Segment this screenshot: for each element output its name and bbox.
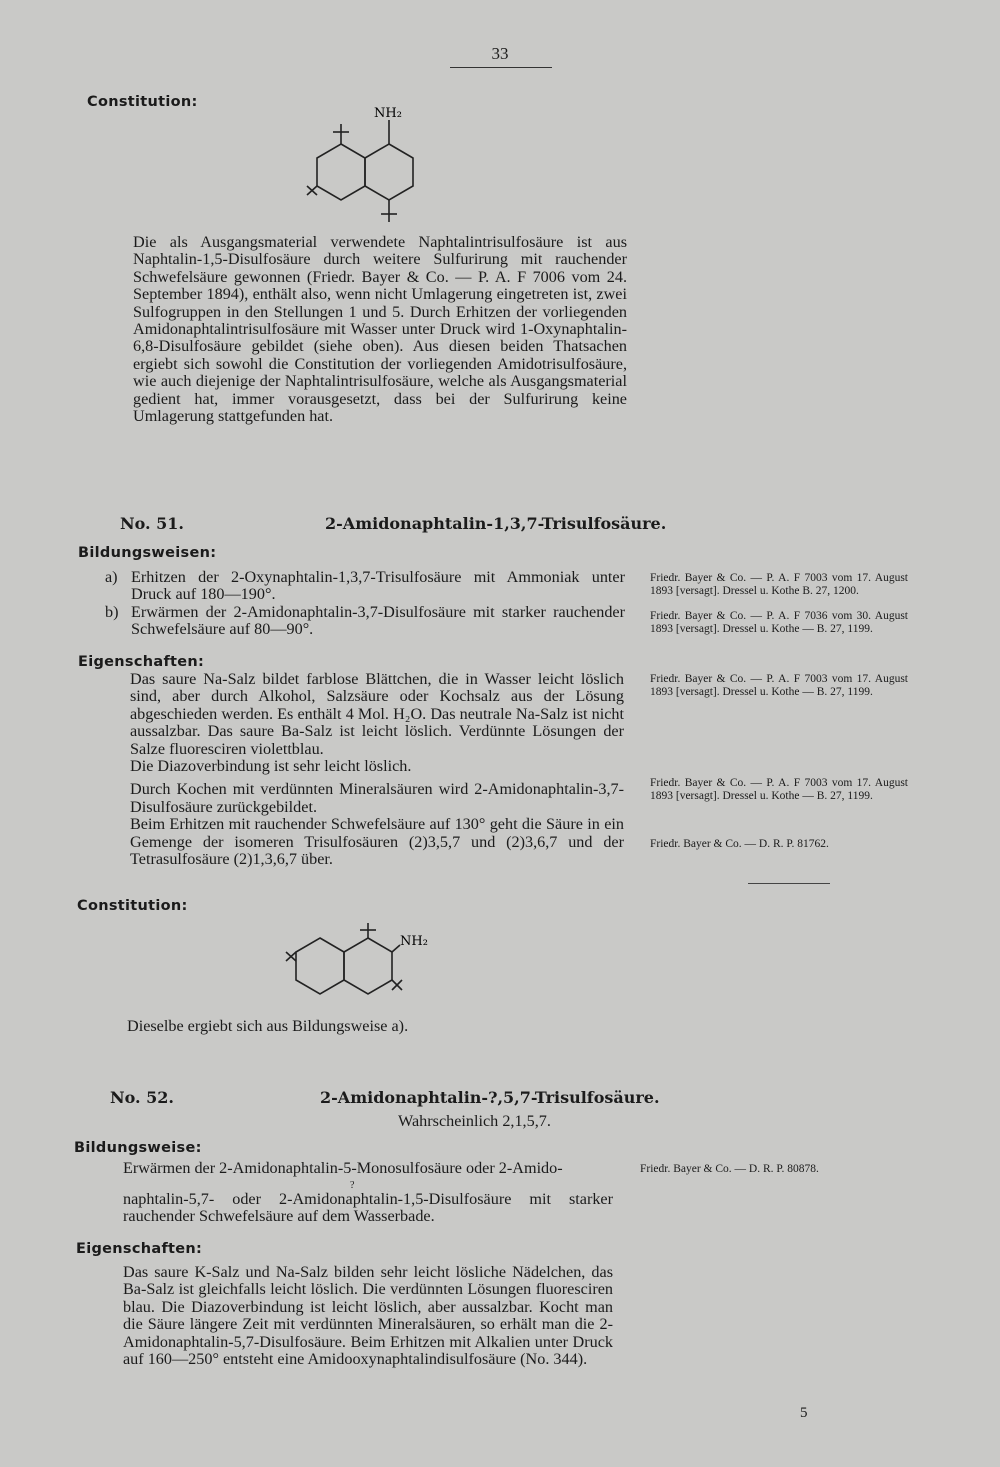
nh2-label-51: NH₂ <box>400 934 428 949</box>
structure-diagram-1 <box>290 100 440 230</box>
bildungsweisen-list <box>105 569 625 639</box>
signature-mark: 5 <box>800 1405 808 1421</box>
list-item <box>105 569 625 604</box>
structure-diagram-51 <box>280 918 440 1014</box>
nh2-label-1: NH₂ <box>374 106 402 121</box>
section-subtitle-52: Wahrscheinlich 2,1,5,7. <box>398 1112 551 1130</box>
reference-note: Friedr. Bayer & Co. — P. A. F 7003 vom 17. August 1893 [versagt]. Dressel u. Kothe B. 27, 1200. <box>650 572 908 597</box>
divider-rule <box>748 883 830 884</box>
paragraph: Beim Erhitzen mit rauchender Schwefelsäure auf 130° geht die Säure in ein Gemenge der isomeren Trisulfosäuren (2)3,5,7 und (2)3,6,7 und der Tetrasulfosäure (2)1,3,6,7 über. <box>130 815 624 869</box>
page-number: 33 <box>491 44 509 63</box>
item-text: Erwärmen der 2-Amidonaphtalin-3,7-Disulfosäure mit starker rauchender Schwefelsäure auf 80—90°. <box>131 602 625 639</box>
header-rule <box>450 67 552 68</box>
section-number-51: No. 51. <box>120 514 184 533</box>
section-number-52: No. 52. <box>110 1088 174 1107</box>
eigenschaften-label: Eigenschaften: <box>76 1241 203 1257</box>
eigenschaften-text <box>130 671 624 868</box>
reference-note: Friedr. Bayer & Co. — D. R. P. 81762. <box>650 838 829 850</box>
eigenschaften-text-52: Das saure K-Salz und Na-Salz bilden sehr leicht lösliche Nädelchen, das Ba-Salz ist gleichfalls leicht löslich. Die verdünnten Lösungen fluoresciren blau. Die Diazoverbindung ist leicht löslich, aber aussalzbar. Kocht man die Säure längere Zeit mit verdünnten Mineralsäuren, so erhält man die 2-Amidonaphtalin-5,7-Disulfosäure. Beim Erhitzen mit Alkalien unter Druck auf 160—250° entsteht eine Amidooxynaphtalindisulfosäure (No. 344). <box>123 1263 613 1369</box>
item-text: Erhitzen der 2-Oxynaphtalin-1,3,7-Trisulfosäure mit Ammoniak unter Druck auf 180—190°. <box>131 568 625 604</box>
query-mark: ? <box>350 1180 355 1191</box>
reference-note: Friedr. Bayer & Co. — P. A. F 7003 vom 17. August 1893 [versagt]. Dressel u. Kothe — B. 27, 1199. <box>650 777 908 802</box>
paragraph: Durch Kochen mit verdünnten Mineralsäuren wird 2-Amidonaphtalin-3,7-Disulfosäure zurückgebildet. <box>130 780 624 816</box>
reference-note: Friedr. Bayer & Co. — P. A. F 7003 vom 17. August 1893 [versagt]. Dressel u. Kothe — B. 27, 1199. <box>650 673 908 698</box>
bildungsweisen-label: Bildungsweisen: <box>78 545 217 561</box>
constitution-label: Constitution: <box>87 94 198 110</box>
eigenschaften-label: Eigenschaften: <box>78 654 205 670</box>
paragraph: Das saure Na-Salz bildet farblose Blättchen, die in Wasser leicht löslich sind, aber durch Alkohol, Salzsäure oder Kochsalz aus der Lösung abgeschieden werden. Es enthält 4 Mol. H₂O. Das neutrale Na-Salz ist nicht aussalzbar. Das saure Ba-Salz ist leicht löslich. Verdünnte Lösungen der Salze fluoresciren violettblau. <box>130 670 624 758</box>
constitution-label: Constitution: <box>77 898 188 914</box>
reference-note: Friedr. Bayer & Co. — D. R. P. 80878. <box>640 1163 819 1175</box>
constitution-paragraph: Die als Ausgangsmaterial verwendete Naphtalintrisulfosäure ist aus Naphtalin-1,5-Disulfosäure durch weitere Sulfurirung mit rauchender Schwefelsäure gewonnen (Friedr. Bayer & Co. — P. A. F 7006 vom 24. September 1894), enthält also, wenn nicht Umlagerung eingetreten ist, zwei Sulfogruppen in den Stellungen 1 und 5. Durch Erhitzen der vorliegenden Amidonaphtalintrisulfosäure mit Wasser unter Druck wird 1-Oxynaphtalin-6,8-Disulfosäure gebildet (siehe oben). Aus diesen beiden Thatsachen ergiebt sich sowohl die Constitution der vorliegenden Amidotrisulfosäure, wie auch diejenige der Naphtalintrisulfosäure, welche als Ausgangsmaterial gedient hat, immer vorausgesetzt, dass bei der Sulfurirung keine Umlagerung stattgefunden hat. <box>133 233 627 426</box>
reference-note: Friedr. Bayer & Co. — P. A. F 7036 vom 30. August 1893 [versagt]. Dressel u. Kothe — B. 27, 1199. <box>650 610 908 635</box>
paragraph: Die Diazoverbindung ist sehr leicht löslich. <box>130 757 412 776</box>
item-marker: a) <box>105 568 118 586</box>
section-title-51: 2-Amidonaphtalin-1,3,7-Trisulfosäure. <box>325 514 667 533</box>
list-item <box>105 604 625 639</box>
bildungsweise-line2: naphtalin-5,7- oder 2-Amidonaphtalin-1,5-Disulfosäure mit starker rauchender Schwefelsäure auf dem Wasserbade. <box>123 1190 613 1226</box>
item-marker: b) <box>105 602 119 621</box>
section-title-52: 2-Amidonaphtalin-?,5,7-Trisulfosäure. <box>320 1088 660 1107</box>
bildungsweise-label: Bildungsweise: <box>74 1140 202 1156</box>
bildungsweise-line1: Erwärmen der 2-Amidonaphtalin-5-Monosulfosäure oder 2-Amido- <box>123 1159 563 1177</box>
constitution-note: Dieselbe ergiebt sich aus Bildungsweise a). <box>127 1017 409 1035</box>
